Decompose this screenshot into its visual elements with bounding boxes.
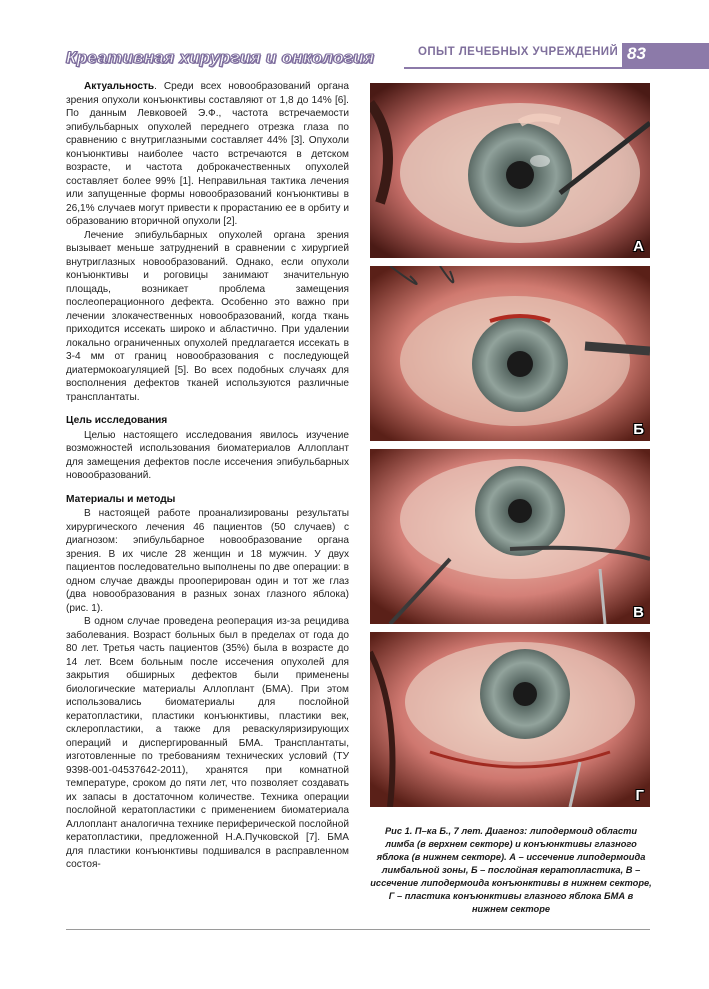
paragraph-aim: Целью настоящего исследования явилось изучение возможностей использования биоматериалов Аллоплант для замещения дефектов после иссечения эпибульбарных новообразований. — [66, 429, 349, 481]
figure-b-letter: Б — [633, 421, 644, 438]
figure-g-photo — [370, 632, 650, 807]
eye-photo-a — [370, 83, 650, 258]
relevance-text: . Среди всех новообразований органа зрения опухоли конъюнктивы составляют от 1,8 до 14% [6]. По данным Левковоей Э.Ф., частота встречаемости эпибульбарных опухолей переднего отрезка глаза по сравнению с внутриглазными составляет 44% [3]. Опухоли конъюнктивы наиболее часто встречаются в детском возрасте, и частота доброкачественных опухолей составляет более 99% [1]. Неправильная тактика лечения или запущенные формы новообразований конъюнктивы в 26,1% случаев могут привести к прорастанию ее в орбиту и образованию вторичной опухоли [2]. — [66, 81, 349, 227]
footer-rule — [66, 929, 650, 930]
header-rule — [404, 67, 709, 69]
section-label: ОПЫТ ЛЕЧЕБНЫХ УЧРЕЖДЕНИЙ — [418, 46, 619, 58]
eye-photo-b — [370, 266, 650, 441]
paragraph-methods-2: В одном случае проведена реоперация из-за рецидива заболевания. Возраст больных был в пределах от года до 80 лет. Третья часть пациентов (35%) была в возрасте до 14 лет. Всем больным после иссечения опухолей для закрытия обширных дефектов были применены биологические материалы Аллоплант (БМА). При этом использовались биоматериалы для послойной кератопластики, пластики конъюнктивы, пластики век, склеропластики, а также для реваскуляризирующих операций и диспергированный БМА. Трансплантаты, изготовленные по требованиям технических условий (ТУ 9398-001-04537642-2011), хранятся при комнатной температуре, сроком до пяти лет, что позволяет создавать их запасы в достаточном количестве. Техника операции послойной кератопластики с применением биоматериала Аллоплант аналогична технике периферической послойной кератопластики, предложенной Н.А.Пучковской [7]. БМА для пластики конъюнктивы подшивался в расправленном состоя- — [66, 616, 349, 870]
figure-g-letter: Г — [635, 787, 644, 804]
page-number: 83 — [627, 44, 646, 63]
figure-v-photo — [370, 449, 650, 624]
eye-photo-v — [370, 449, 650, 624]
figure-a-photo — [370, 83, 650, 258]
eye-photo-g — [370, 632, 650, 807]
heading-aim: Цель исследования — [66, 415, 168, 426]
paragraph-methods-1: В настоящей работе проанализированы результаты хирургического лечения 46 пациентов (50 случаев) с диагнозом: эпибульбарное новообразование органа зрения. В их числе 28 женщин и 18 мужчин. У двух пациентов последовательно выполнены по две операции: в одном случае дважды прооперирован один и тот же глаз (два новообразования в разных зонах глазного яблока) (рис. 1). — [66, 508, 349, 614]
figure-v-letter: В — [633, 604, 644, 621]
paragraph-relevance — [66, 80, 349, 229]
journal-title: Креативная хирургия и онкология — [66, 48, 375, 67]
figure-b-photo — [370, 266, 650, 441]
figure-caption: Рис 1. П–ка Б., 7 лет. Диагноз: липодермоид области лимба (в верхнем секторе) и конъюнктивы глазного яблока (в нижнем секторе). А – иссечение липодермоида лимбальной зоны, Б – послойная кератопластика, В – иссечение липодермоида конъюнктивы в нижнем секторе, Г – пластика конъюнктивы глазного яблока БМА в нижнем секторе — [370, 826, 652, 914]
article-text-column — [66, 80, 349, 872]
paragraph-treatment: Лечение эпибульбарных опухолей органа зрения вызывает меньше затруднений в сравнении с хирургией внутриглазных новообразований. Однако, если опухоли конъюнктивы и роговицы занимают значительную площадь, возникает проблема замещения послеоперационного дефекта. Особенно это важно при лечении злокачественных новообразований, когда ткань приходится иссекать широко и абластично. При удалении локально ограниченных опухолей предлагается иссекать в 3-4 мм от границ новообразования с последующей диатермокоагуляцией [5]. Во всех подобных случаях для восполнения дефектов тканей используются различные трансплантаты. — [66, 229, 349, 403]
heading-methods: Материалы и методы — [66, 493, 176, 505]
relevance-lead: Актуальность — [84, 81, 155, 92]
figure-a-letter: А — [633, 238, 644, 255]
